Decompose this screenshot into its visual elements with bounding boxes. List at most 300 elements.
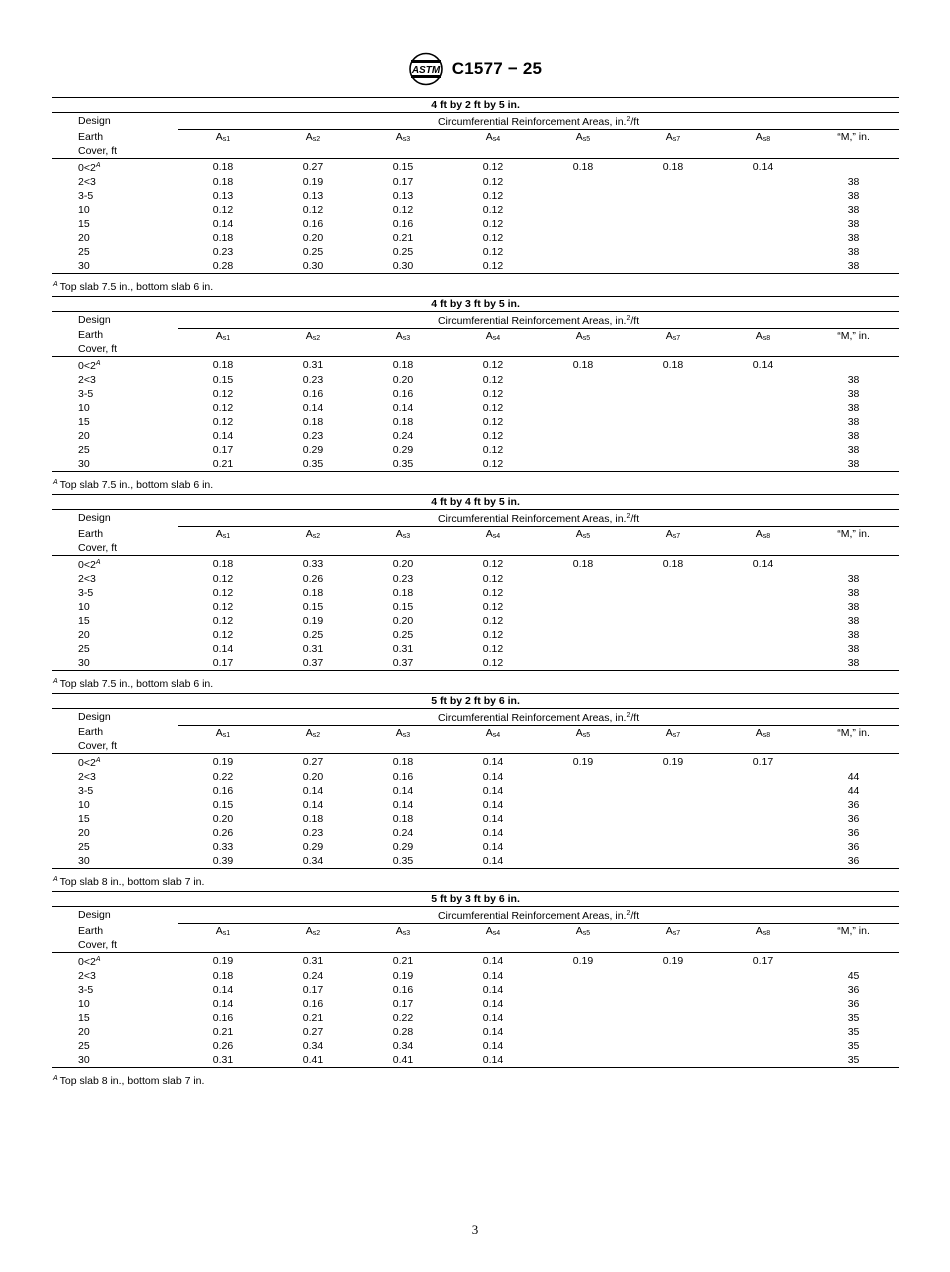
value-cell: 0.20 — [302, 771, 324, 783]
value-cell — [718, 798, 808, 812]
column-header: $A_{s4}$ — [448, 130, 538, 159]
value-cell: 0.12 — [482, 388, 504, 400]
value-cell: 38 — [847, 614, 860, 627]
cover-cell: 3-5 — [78, 388, 94, 400]
value-cell: 38 — [847, 642, 860, 655]
value-cell — [628, 656, 718, 671]
value-cell: 0.18 — [662, 359, 684, 371]
value-cell: 0.14 — [392, 785, 414, 797]
table-row — [52, 969, 899, 983]
table-footnote: $^A$ Top slab 8 in., bottom slab 7 in. — [53, 1074, 205, 1087]
circumferential-header: Circumferential Reinforcement Areas, in.$^2$/ft — [178, 311, 899, 328]
value-cell: 38 — [847, 374, 860, 386]
value-cell: 0.27 — [302, 756, 324, 768]
value-cell: 0.31 — [302, 954, 324, 967]
table-row — [52, 628, 899, 642]
value-cell — [538, 443, 628, 457]
value-cell: 0.14 — [482, 813, 504, 825]
value-cell — [718, 840, 808, 854]
value-cell — [808, 555, 899, 572]
table-row — [52, 189, 899, 203]
value-cell: 0.14 — [482, 997, 504, 1010]
value-cell: 0.35 — [358, 457, 448, 472]
value-cell: 0.26 — [302, 572, 324, 585]
value-cell: 0.12 — [448, 457, 538, 472]
value-cell: 0.30 — [358, 259, 448, 274]
table-row — [52, 770, 899, 784]
value-cell — [538, 415, 628, 429]
value-cell: 0.12 — [212, 402, 234, 414]
cover-label: Cover, ft — [52, 342, 178, 357]
cover-cell: 30 — [52, 457, 178, 472]
value-cell: 0.13 — [302, 189, 324, 202]
value-cell: 0.28 — [392, 1025, 414, 1038]
table-footnote: $^A$ Top slab 8 in., bottom slab 7 in. — [53, 876, 205, 888]
design-label: Design — [78, 710, 111, 723]
value-cell — [718, 770, 808, 784]
value-cell — [808, 952, 899, 969]
value-cell — [628, 401, 718, 415]
value-cell — [628, 1025, 718, 1039]
value-cell: 0.14 — [752, 160, 774, 173]
value-cell: 38 — [847, 245, 860, 258]
circumferential-header: Circumferential Reinforcement Areas, in.$^2$/ft — [178, 113, 899, 130]
circumferential-header: Circumferential Reinforcement Areas, in.$^2$/ft — [178, 907, 899, 924]
cover-cell: 3-5 — [78, 189, 94, 202]
value-cell: 0.14 — [212, 642, 234, 655]
value-cell: 0.12 — [482, 600, 504, 613]
value-cell: 0.41 — [268, 1053, 358, 1068]
column-header: $A_{s8}$ — [718, 328, 808, 357]
value-cell — [718, 600, 808, 614]
column-header: $A_{s1}$ — [178, 527, 268, 556]
value-cell — [808, 754, 899, 771]
value-cell: 0.33 — [302, 557, 324, 570]
column-header: $A_{s3}$ — [358, 527, 448, 556]
cover-cell: $0<2^A$ — [78, 161, 101, 174]
value-cell — [718, 387, 808, 401]
value-cell — [718, 259, 808, 274]
value-cell — [538, 259, 628, 274]
value-cell — [628, 1039, 718, 1053]
value-cell — [538, 798, 628, 812]
value-cell: 36 — [847, 841, 860, 853]
value-cell: 0.12 — [482, 245, 504, 258]
value-cell: 0.12 — [482, 614, 504, 627]
value-cell: 38 — [847, 189, 860, 202]
value-cell: 0.16 — [212, 785, 234, 797]
value-cell: 0.12 — [212, 614, 234, 627]
cover-cell: 2<3 — [78, 771, 96, 783]
value-cell: 38 — [847, 203, 860, 216]
value-cell: 0.19 — [662, 756, 684, 768]
table-row — [52, 203, 899, 217]
value-cell: 0.12 — [482, 557, 504, 570]
value-cell: 0.16 — [392, 983, 414, 996]
cover-label: Cover, ft — [52, 144, 178, 159]
value-cell — [538, 429, 628, 443]
table-row — [52, 158, 899, 175]
value-cell — [718, 656, 808, 671]
value-cell: 0.25 — [392, 628, 414, 641]
value-cell — [538, 656, 628, 671]
value-cell: 0.18 — [662, 557, 684, 570]
value-cell — [718, 401, 808, 415]
value-cell: 0.23 — [302, 374, 324, 386]
value-cell — [538, 600, 628, 614]
value-cell: 0.23 — [212, 245, 234, 258]
column-header: $A_{s1}$ — [178, 725, 268, 754]
value-cell: 36 — [847, 799, 860, 811]
table-title: 4 ft by 2 ft by 5 in. — [52, 98, 899, 113]
table-row — [52, 387, 899, 401]
value-cell: 0.41 — [358, 1053, 448, 1068]
value-cell: 0.18 — [302, 586, 324, 599]
value-cell: 0.13 — [392, 189, 414, 202]
value-cell: 0.16 — [392, 217, 414, 230]
value-cell — [628, 415, 718, 429]
cover-cell: 15 — [78, 614, 90, 627]
value-cell — [628, 969, 718, 983]
cover-cell: $0<2^A$ — [78, 757, 101, 769]
table-row — [52, 600, 899, 614]
value-cell — [628, 642, 718, 656]
value-cell: 0.17 — [178, 656, 268, 671]
value-cell: 0.18 — [212, 160, 234, 173]
value-cell: 0.16 — [212, 1011, 234, 1024]
value-cell — [628, 387, 718, 401]
value-cell: 0.18 — [212, 359, 234, 371]
cover-cell: 30 — [52, 1053, 178, 1068]
value-cell: 45 — [847, 969, 860, 982]
value-cell — [628, 798, 718, 812]
table-row — [52, 357, 899, 374]
value-cell: 38 — [847, 628, 860, 641]
value-cell — [718, 628, 808, 642]
value-cell: 0.14 — [212, 983, 234, 996]
value-cell: 0.14 — [212, 430, 234, 442]
value-cell: 0.37 — [268, 656, 358, 671]
value-cell: 0.14 — [482, 756, 504, 768]
value-cell: 0.19 — [572, 954, 594, 967]
cover-cell: 20 — [78, 430, 90, 442]
column-header: $A_{s2}$ — [268, 527, 358, 556]
value-cell — [718, 812, 808, 826]
value-cell: 0.23 — [302, 430, 324, 442]
value-cell: 38 — [847, 600, 860, 613]
table-row — [52, 952, 899, 969]
cover-cell: 10 — [78, 203, 90, 216]
value-cell: 0.19 — [392, 969, 414, 982]
cover-cell: 30 — [52, 656, 178, 671]
value-cell: 35 — [847, 1039, 860, 1052]
value-cell — [538, 997, 628, 1011]
table-footnote: $^A$ Top slab 7.5 in., bottom slab 6 in. — [53, 479, 214, 491]
table-row — [52, 997, 899, 1011]
value-cell: 0.12 — [212, 388, 234, 400]
table-title: 4 ft by 3 ft by 5 in. — [52, 296, 899, 311]
table-row — [52, 443, 899, 457]
value-cell — [628, 1053, 718, 1068]
value-cell — [628, 997, 718, 1011]
svg-text:ASTM: ASTM — [411, 65, 440, 76]
value-cell — [628, 443, 718, 457]
value-cell: 0.34 — [392, 1039, 414, 1052]
value-cell: 0.29 — [302, 444, 324, 456]
value-cell: 0.16 — [302, 997, 324, 1010]
table-row — [52, 784, 899, 798]
value-cell: 0.34 — [302, 1039, 324, 1052]
value-cell: 38 — [847, 586, 860, 599]
value-cell — [718, 642, 808, 656]
value-cell: 0.37 — [358, 656, 448, 671]
table-row — [52, 401, 899, 415]
cover-cell: 15 — [78, 416, 90, 428]
value-cell: 0.12 — [482, 189, 504, 202]
value-cell — [718, 1011, 808, 1025]
value-cell — [628, 628, 718, 642]
value-cell: 0.15 — [392, 160, 414, 173]
value-cell: 0.12 — [482, 572, 504, 585]
column-header: $A_{s1}$ — [178, 328, 268, 357]
value-cell: 0.12 — [482, 160, 504, 173]
value-cell: 0.21 — [392, 954, 414, 967]
table-row — [52, 1025, 899, 1039]
table-row — [52, 840, 899, 854]
table-row — [52, 231, 899, 245]
value-cell — [628, 586, 718, 600]
table-row — [52, 373, 899, 387]
value-cell: 0.23 — [302, 827, 324, 839]
value-cell — [628, 854, 718, 869]
value-cell — [628, 770, 718, 784]
value-cell: 0.12 — [482, 628, 504, 641]
table-row — [52, 429, 899, 443]
column-header: $A_{s3}$ — [358, 130, 448, 159]
value-cell — [718, 245, 808, 259]
value-cell: 0.13 — [212, 189, 234, 202]
value-cell: 36 — [808, 854, 899, 869]
cover-cell: 10 — [78, 402, 90, 414]
cover-cell: 3-5 — [78, 785, 94, 797]
value-cell: 0.12 — [212, 416, 234, 428]
value-cell — [718, 1053, 808, 1068]
value-cell: 0.26 — [212, 1039, 234, 1052]
value-cell — [538, 373, 628, 387]
astm-logo-icon — [408, 52, 444, 86]
value-cell: 0.21 — [178, 457, 268, 472]
value-cell: 0.18 — [662, 160, 684, 173]
value-cell: 0.12 — [302, 203, 324, 216]
column-header: $A_{s8}$ — [718, 130, 808, 159]
value-cell: 0.12 — [482, 430, 504, 442]
column-header: $A_{s3}$ — [358, 328, 448, 357]
value-cell: 0.14 — [302, 402, 324, 414]
value-cell: 0.33 — [212, 841, 234, 853]
column-header: $A_{s4}$ — [448, 527, 538, 556]
value-cell — [538, 457, 628, 472]
value-cell — [538, 983, 628, 997]
column-header: $A_{s1}$ — [178, 130, 268, 159]
cover-cell: $0<2^A$ — [78, 558, 101, 571]
value-cell: 0.14 — [752, 557, 774, 570]
value-cell: 0.24 — [302, 969, 324, 982]
table-footnote: $^A$ Top slab 7.5 in., bottom slab 6 in. — [53, 677, 214, 690]
value-cell: 0.12 — [448, 656, 538, 671]
page-number: 3 — [471, 1222, 479, 1237]
value-cell: 0.18 — [392, 813, 414, 825]
document-id: C1577 − 25 — [451, 59, 543, 78]
value-cell: 38 — [847, 388, 860, 400]
value-cell — [628, 373, 718, 387]
table-row — [52, 1011, 899, 1025]
value-cell — [718, 983, 808, 997]
column-header: $A_{s4}$ — [448, 924, 538, 953]
value-cell — [718, 189, 808, 203]
table-row — [52, 245, 899, 259]
table-row — [52, 812, 899, 826]
cover-cell: 15 — [78, 217, 90, 230]
value-cell: 38 — [847, 416, 860, 428]
value-cell: 0.24 — [392, 430, 414, 442]
value-cell: 0.17 — [752, 954, 774, 967]
value-cell: 0.26 — [212, 827, 234, 839]
value-cell — [808, 357, 899, 374]
value-cell — [538, 969, 628, 983]
cover-label: Cover, ft — [52, 541, 178, 556]
value-cell: 35 — [847, 1011, 860, 1024]
value-cell: 0.29 — [302, 841, 324, 853]
column-header: $A_{s3}$ — [358, 924, 448, 953]
cover-cell: 2<3 — [78, 969, 96, 982]
value-cell: 0.35 — [358, 854, 448, 869]
column-header: $A_{s8}$ — [718, 924, 808, 953]
earth-label: Earth — [78, 329, 104, 341]
value-cell — [718, 784, 808, 798]
value-cell — [628, 175, 718, 189]
value-cell: 35 — [847, 1025, 860, 1038]
column-header: $A_{s2}$ — [268, 130, 358, 159]
value-cell: 44 — [847, 785, 860, 797]
cover-label: Cover, ft — [52, 739, 178, 754]
table-row — [52, 826, 899, 840]
value-cell — [628, 231, 718, 245]
value-cell — [718, 586, 808, 600]
column-header: $A_{s5}$ — [538, 725, 628, 754]
value-cell: 0.17 — [302, 983, 324, 996]
table-row — [52, 415, 899, 429]
value-cell: 0.14 — [482, 1039, 504, 1052]
value-cell — [538, 1053, 628, 1068]
value-cell: 38 — [847, 444, 860, 456]
value-cell: 0.12 — [482, 444, 504, 456]
table-row — [52, 642, 899, 656]
value-cell: 38 — [847, 231, 860, 244]
value-cell: 0.16 — [302, 388, 324, 400]
column-header: $A_{s8}$ — [718, 527, 808, 556]
cover-cell: 25 — [78, 1039, 90, 1052]
cover-cell: 25 — [78, 841, 90, 853]
table-title: 5 ft by 2 ft by 6 in. — [52, 693, 899, 708]
value-cell: 0.12 — [212, 203, 234, 216]
cover-cell: 2<3 — [78, 175, 96, 188]
value-cell: 38 — [847, 402, 860, 414]
value-cell: 38 — [808, 656, 899, 671]
value-cell: 0.18 — [392, 359, 414, 371]
value-cell: 0.18 — [392, 756, 414, 768]
value-cell: 0.20 — [392, 374, 414, 386]
value-cell: 36 — [847, 997, 860, 1010]
value-cell: 0.14 — [392, 799, 414, 811]
table-row — [52, 259, 899, 274]
value-cell: 0.22 — [212, 771, 234, 783]
value-cell — [538, 812, 628, 826]
value-cell: 0.14 — [482, 969, 504, 982]
value-cell: 0.14 — [302, 799, 324, 811]
cover-cell: 10 — [78, 799, 90, 811]
value-cell — [538, 175, 628, 189]
value-cell: 0.17 — [212, 444, 234, 456]
column-header: $A_{s5}$ — [538, 130, 628, 159]
value-cell: 0.14 — [448, 854, 538, 869]
value-cell: 0.15 — [212, 374, 234, 386]
value-cell — [718, 373, 808, 387]
design-label: Design — [78, 115, 111, 128]
value-cell — [628, 203, 718, 217]
cover-cell: 2<3 — [78, 374, 96, 386]
value-cell: 0.15 — [392, 600, 414, 613]
table-row — [52, 854, 899, 869]
cover-cell: 15 — [78, 1011, 90, 1024]
cover-cell: 30 — [52, 259, 178, 274]
value-cell: 0.12 — [482, 359, 504, 371]
value-cell — [538, 840, 628, 854]
value-cell: 0.39 — [178, 854, 268, 869]
value-cell: 0.14 — [482, 841, 504, 853]
value-cell — [718, 217, 808, 231]
cover-cell: 25 — [78, 245, 90, 258]
value-cell: 0.14 — [212, 217, 234, 230]
value-cell — [628, 189, 718, 203]
value-cell: 38 — [808, 259, 899, 274]
value-cell: 0.20 — [392, 557, 414, 570]
value-cell: 0.14 — [482, 954, 504, 967]
value-cell: 0.18 — [212, 175, 234, 188]
value-cell — [718, 572, 808, 586]
value-cell — [718, 203, 808, 217]
value-cell: 0.17 — [392, 997, 414, 1010]
column-header-m: “M,” in. — [808, 924, 899, 953]
table-row — [52, 798, 899, 812]
value-cell: 0.28 — [178, 259, 268, 274]
value-cell — [628, 812, 718, 826]
cover-cell: 20 — [78, 1025, 90, 1038]
circumferential-header: Circumferential Reinforcement Areas, in.$^2$/ft — [178, 708, 899, 725]
value-cell: 0.29 — [392, 444, 414, 456]
reinforcement-table — [52, 296, 899, 473]
value-cell — [628, 826, 718, 840]
value-cell: 0.12 — [482, 416, 504, 428]
column-header: $A_{s5}$ — [538, 328, 628, 357]
column-header: $A_{s7}$ — [628, 725, 718, 754]
value-cell: 38 — [847, 430, 860, 442]
column-header: $A_{s2}$ — [268, 328, 358, 357]
value-cell: 0.21 — [302, 1011, 324, 1024]
design-label: Design — [78, 909, 111, 922]
value-cell: 0.12 — [482, 586, 504, 599]
value-cell: 0.14 — [302, 785, 324, 797]
value-cell — [538, 189, 628, 203]
